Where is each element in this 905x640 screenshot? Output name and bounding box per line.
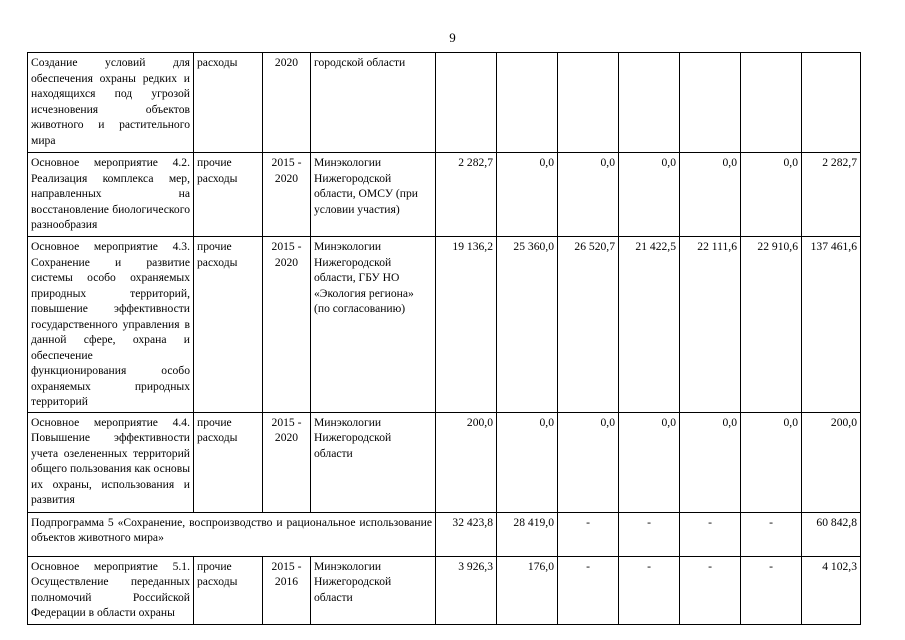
expense-type: прочие расходы [194, 412, 263, 512]
value-2016: 176,0 [497, 556, 558, 624]
expense-type: прочие расходы [194, 237, 263, 413]
value-2015: 32 423,8 [436, 512, 497, 556]
value-2018: - [619, 512, 680, 556]
value-2020: 0,0 [741, 412, 802, 512]
value-2019 [680, 53, 741, 153]
value-total: 60 842,8 [802, 512, 861, 556]
value-2020: 22 910,6 [741, 237, 802, 413]
table-row [28, 556, 861, 624]
value-2015: 200,0 [436, 412, 497, 512]
executor: Минэкологии Нижегородской области, ГБУ НО «Экология региона» (по согласованию) [311, 237, 436, 413]
value-2018: 21 422,5 [619, 237, 680, 413]
value-2016: 28 419,0 [497, 512, 558, 556]
years: 2015 - 2020 [263, 153, 311, 237]
value-2019: 22 111,6 [680, 237, 741, 413]
value-2017: - [558, 556, 619, 624]
expense-type: прочие расходы [194, 153, 263, 237]
value-2015 [436, 53, 497, 153]
value-2019: - [680, 556, 741, 624]
value-total: 200,0 [802, 412, 861, 512]
value-2018: - [619, 556, 680, 624]
value-total: 4 102,3 [802, 556, 861, 624]
value-2015: 3 926,3 [436, 556, 497, 624]
value-2015: 19 136,2 [436, 237, 497, 413]
value-2019: 0,0 [680, 153, 741, 237]
value-2019: 0,0 [680, 412, 741, 512]
value-2019: - [680, 512, 741, 556]
table-row [28, 237, 861, 413]
value-2017: - [558, 512, 619, 556]
table-row [28, 53, 861, 153]
value-2016: 0,0 [497, 412, 558, 512]
years: 2015 - 2016 [263, 556, 311, 624]
value-2017 [558, 53, 619, 153]
value-total: 137 461,6 [802, 237, 861, 413]
value-2020 [741, 53, 802, 153]
table-row [28, 412, 861, 512]
executor: Минэкологии Нижегородской области [311, 556, 436, 624]
executor: Минэкологии Нижегородской области [311, 412, 436, 512]
years: 2015 - 2020 [263, 237, 311, 413]
value-2018 [619, 53, 680, 153]
subprogram-title: Подпрограмма 5 «Сохранение, воспроизводство и рациональное использование объектов животного мира» [28, 512, 436, 556]
activity-description: Основное мероприятие 5.1. Осуществление переданных полномочий Российской Федерации в области охраны [28, 556, 194, 624]
subprogram-row [28, 512, 861, 556]
table-row [28, 153, 861, 237]
value-2018: 0,0 [619, 412, 680, 512]
value-2016 [497, 53, 558, 153]
page-number: 9 [449, 30, 456, 45]
value-2017: 0,0 [558, 153, 619, 237]
value-2020: - [741, 556, 802, 624]
activity-description: Основное мероприятие 4.3. Сохранение и развитие системы особо охраняемых природных территорий, повышение эффективности государственного управления в данной сфере, охрана и обеспечение функционирования особо охраняемых природных территорий [28, 237, 194, 413]
value-2016: 25 360,0 [497, 237, 558, 413]
activity-description: Основное мероприятие 4.4. Повышение эффективности учета озелененных территорий общего пользования как основы их охраны, использования и развития [28, 412, 194, 512]
expense-type: расходы [194, 53, 263, 153]
activity-description: Основное мероприятие 4.2. Реализация комплекса мер, направленных на восстановление биологического разнообразия [28, 153, 194, 237]
value-2017: 0,0 [558, 412, 619, 512]
value-2018: 0,0 [619, 153, 680, 237]
value-2015: 2 282,7 [436, 153, 497, 237]
value-2020: 0,0 [741, 153, 802, 237]
expense-type: прочие расходы [194, 556, 263, 624]
value-2020: - [741, 512, 802, 556]
executor: Минэкологии Нижегородской области, ОМСУ (при условии участия) [311, 153, 436, 237]
executor: городской области [311, 53, 436, 153]
value-2017: 26 520,7 [558, 237, 619, 413]
value-2016: 0,0 [497, 153, 558, 237]
value-total: 2 282,7 [802, 153, 861, 237]
value-total [802, 53, 861, 153]
years: 2015 - 2020 [263, 412, 311, 512]
program-table [27, 52, 861, 625]
years: 2020 [263, 53, 311, 153]
activity-description: Создание условий для обеспечения охраны редких и находящихся под угрозой исчезновения объектов животного и растительного мира [28, 53, 194, 153]
